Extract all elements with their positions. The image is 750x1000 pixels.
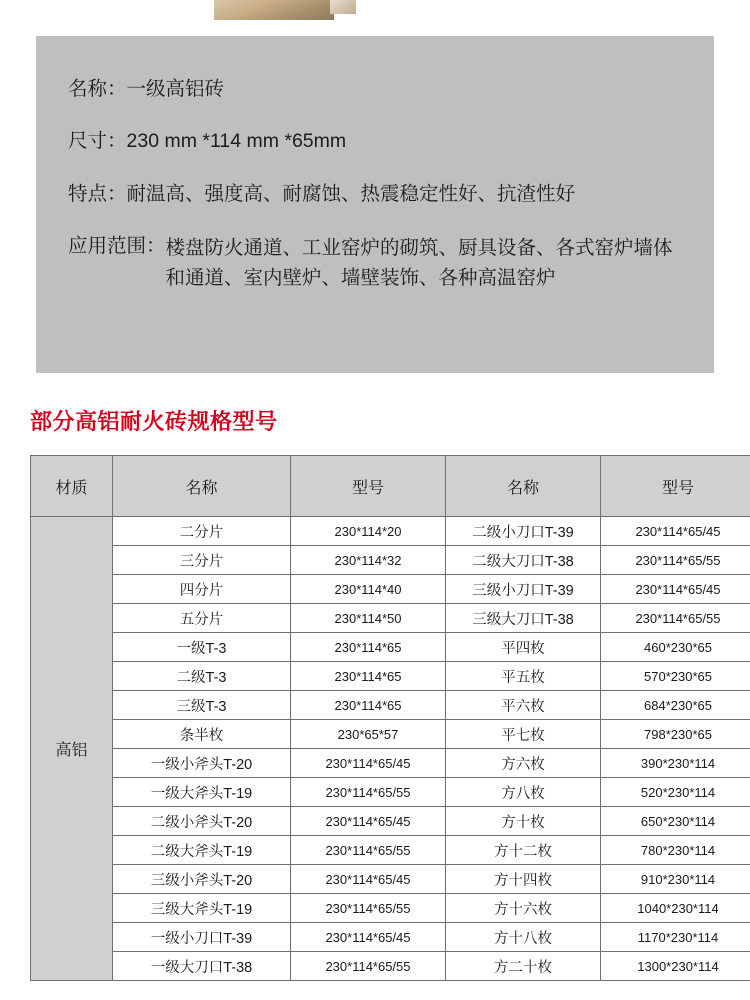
table-cell-model-2: 390*230*114 bbox=[601, 749, 750, 778]
table-cell-model-2: 780*230*114 bbox=[601, 836, 750, 865]
table-row bbox=[31, 546, 750, 575]
table-cell-model-2: 230*114*65/45 bbox=[601, 575, 750, 604]
table-header-name-1: 名称 bbox=[113, 456, 291, 517]
table-row bbox=[31, 575, 750, 604]
table-cell-model-1: 230*114*40 bbox=[291, 575, 446, 604]
table-cell-model-2: 798*230*65 bbox=[601, 720, 750, 749]
table-cell-name-2: 二级大刀口T-38 bbox=[446, 546, 601, 575]
table-cell-model-1: 230*114*20 bbox=[291, 517, 446, 546]
table-cell-model-2: 520*230*114 bbox=[601, 778, 750, 807]
table-cell-name-2: 平五枚 bbox=[446, 662, 601, 691]
info-value-size: 230 mm *114 mm *65mm bbox=[126, 130, 347, 153]
table-cell-model-2: 460*230*65 bbox=[601, 633, 750, 662]
info-value-features: 耐温高、强度高、耐腐蚀、热震稳定性好、抗渣性好 bbox=[126, 182, 576, 205]
table-cell-model-1: 230*114*65 bbox=[291, 691, 446, 720]
table-cell-model-1: 230*114*65 bbox=[291, 662, 446, 691]
info-row-features bbox=[68, 181, 688, 207]
product-info-panel bbox=[36, 36, 714, 373]
info-value-name: 一级高铝砖 bbox=[126, 78, 225, 100]
table-cell-model-2: 230*114*65/55 bbox=[601, 546, 750, 575]
table-cell-name-1: 一级T-3 bbox=[113, 633, 291, 662]
table-cell-name-2: 平四枚 bbox=[446, 633, 601, 662]
table-header-name-2: 名称 bbox=[446, 456, 601, 517]
table-cell-name-1: 三级小斧头T-20 bbox=[113, 865, 291, 894]
table-cell-model-1: 230*114*65/55 bbox=[291, 952, 446, 981]
table-cell-model-1: 230*114*32 bbox=[291, 546, 446, 575]
table-cell-model-1: 230*114*65/45 bbox=[291, 749, 446, 778]
table-cell-material: 高铝 bbox=[31, 517, 113, 981]
table-cell-name-2: 方十八枚 bbox=[446, 923, 601, 952]
table-cell-name-1: 三级大斧头T-19 bbox=[113, 894, 291, 923]
table-cell-model-2: 230*114*65/45 bbox=[601, 517, 750, 546]
product-photo-fragment bbox=[214, 0, 334, 20]
table-row bbox=[31, 749, 750, 778]
table-cell-model-1: 230*114*65/55 bbox=[291, 778, 446, 807]
info-label-applications: 应用范围： bbox=[68, 234, 166, 257]
table-cell-name-1: 条半枚 bbox=[113, 720, 291, 749]
table-header-model-2: 型号 bbox=[601, 456, 750, 517]
table-row bbox=[31, 778, 750, 807]
table-cell-name-2: 二级小刀口T-39 bbox=[446, 517, 601, 546]
table-cell-model-2: 1170*230*114 bbox=[601, 923, 750, 952]
table-cell-name-1: 一级大斧头T-19 bbox=[113, 778, 291, 807]
table-cell-model-1: 230*114*65/45 bbox=[291, 807, 446, 836]
table-cell-name-1: 二分片 bbox=[113, 517, 291, 546]
table-cell-name-2: 方十六枚 bbox=[446, 894, 601, 923]
table-row bbox=[31, 662, 750, 691]
table-cell-model-1: 230*65*57 bbox=[291, 720, 446, 749]
table-row bbox=[31, 836, 750, 865]
table-cell-name-1: 二级T-3 bbox=[113, 662, 291, 691]
table-cell-name-1: 四分片 bbox=[113, 575, 291, 604]
table-cell-name-2: 方十二枚 bbox=[446, 836, 601, 865]
table-cell-model-1: 230*114*65/45 bbox=[291, 923, 446, 952]
table-cell-model-1: 230*114*65/45 bbox=[291, 865, 446, 894]
table-cell-model-1: 230*114*65/55 bbox=[291, 836, 446, 865]
table-cell-model-2: 1300*230*114 bbox=[601, 952, 750, 981]
table-header-row bbox=[31, 456, 750, 517]
table-cell-model-1: 230*114*50 bbox=[291, 604, 446, 633]
table-cell-name-2: 方六枚 bbox=[446, 749, 601, 778]
table-cell-name-1: 二级小斧头T-20 bbox=[113, 807, 291, 836]
table-cell-model-2: 650*230*114 bbox=[601, 807, 750, 836]
info-value-applications: 楼盘防火通道、工业窑炉的砌筑、厨具设备、各式窑炉墙体和通道、室内壁炉、墙壁装饰、各种高温窑炉 bbox=[165, 236, 673, 290]
table-row bbox=[31, 894, 750, 923]
table-cell-name-1: 五分片 bbox=[113, 604, 291, 633]
table-cell-model-1: 230*114*65/55 bbox=[291, 894, 446, 923]
section-title: 部分高铝耐火砖规格型号 bbox=[30, 409, 278, 434]
table-cell-name-2: 三级大刀口T-38 bbox=[446, 604, 601, 633]
table-cell-name-1: 一级小刀口T-39 bbox=[113, 923, 291, 952]
table-cell-name-2: 平六枚 bbox=[446, 691, 601, 720]
table-cell-model-2: 570*230*65 bbox=[601, 662, 750, 691]
table-cell-name-2: 方十枚 bbox=[446, 807, 601, 836]
table-cell-name-1: 二级大斧头T-19 bbox=[113, 836, 291, 865]
product-photo-fragment-secondary bbox=[330, 0, 356, 14]
table-cell-name-2: 方二十枚 bbox=[446, 952, 601, 981]
info-label-name: 名称： bbox=[68, 78, 127, 100]
table-header-model-1: 型号 bbox=[291, 456, 446, 517]
table-row bbox=[31, 952, 750, 981]
table-row bbox=[31, 923, 750, 952]
table-row bbox=[31, 633, 750, 662]
table-cell-name-2: 方十四枚 bbox=[446, 865, 601, 894]
table-row bbox=[31, 807, 750, 836]
table-cell-model-2: 684*230*65 bbox=[601, 691, 750, 720]
info-row-name bbox=[68, 76, 688, 102]
table-cell-model-1: 230*114*65 bbox=[291, 633, 446, 662]
table-cell-name-2: 三级小刀口T-39 bbox=[446, 575, 601, 604]
table-cell-name-1: 一级小斧头T-20 bbox=[113, 749, 291, 778]
table-row bbox=[31, 517, 750, 546]
table-cell-name-2: 方八枚 bbox=[446, 778, 601, 807]
table-row bbox=[31, 865, 750, 894]
table-row bbox=[31, 720, 750, 749]
table-cell-model-2: 910*230*114 bbox=[601, 865, 750, 894]
table-cell-name-1: 一级大刀口T-38 bbox=[113, 952, 291, 981]
table-cell-name-1: 三分片 bbox=[113, 546, 291, 575]
table-header-material: 材质 bbox=[31, 456, 113, 517]
info-label-features: 特点： bbox=[68, 182, 127, 205]
table-row bbox=[31, 691, 750, 720]
info-label-size: 尺寸： bbox=[68, 130, 127, 153]
specification-table bbox=[30, 455, 750, 981]
table-cell-name-1: 三级T-3 bbox=[113, 691, 291, 720]
table-cell-model-2: 230*114*65/55 bbox=[601, 604, 750, 633]
top-image-strip bbox=[0, 0, 750, 22]
table-cell-model-2: 1040*230*114 bbox=[601, 894, 750, 923]
table-cell-name-2: 平七枚 bbox=[446, 720, 601, 749]
table-body bbox=[31, 517, 750, 981]
table-row bbox=[31, 604, 750, 633]
info-row-applications bbox=[68, 233, 688, 293]
info-row-size bbox=[68, 128, 688, 154]
